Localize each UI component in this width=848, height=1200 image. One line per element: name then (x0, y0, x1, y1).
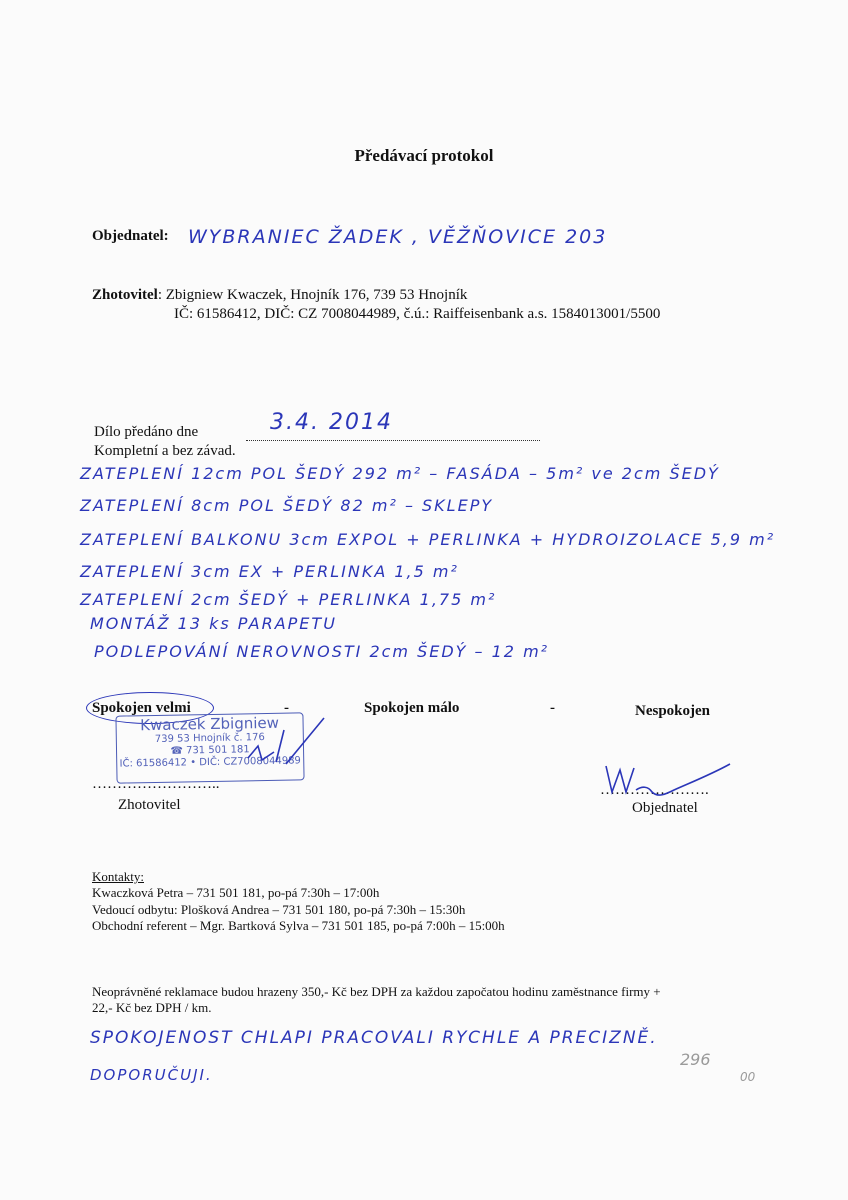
contractor-signature-line: …………………….. (92, 776, 220, 792)
customer-comment-line1: SPOKOJENOST CHLAPI PRACOVALI RYCHLE A PRECIZNĚ. (90, 1028, 658, 1048)
contractor-signature (240, 712, 330, 782)
handover-date-line (246, 440, 540, 441)
customer-value: WYBRANIEC ŽADEK , VĚŽŇOVICE 203 (188, 226, 608, 248)
customer-comment-line2: DOPORUČUJI. (90, 1066, 213, 1084)
complaint-notice-line1: Neoprávněné reklamace budou hrazeny 350,- Kč bez DPH za každou započatou hodinu zaměstnance firmy + (92, 984, 661, 999)
customer-signature-line: …………………. (600, 782, 709, 798)
customer-signature (596, 756, 736, 802)
separator: - (284, 700, 289, 716)
list-item: ZATEPLENÍ 12cm POL ŠEDÝ 292 m² – FASÁDA – 5m² ve 2cm ŠEDÝ (80, 464, 720, 483)
list-item: ZATEPLENÍ BALKONU 3cm EXPOL + PERLINKA + HYDROIZOLACE 5,9 m² (80, 530, 776, 549)
contact-line: Kwaczková Petra – 731 501 181, po-pá 7:30h – 17:00h (92, 885, 380, 900)
complaint-notice-line2: 22,- Kč bez DPH / km. (92, 1000, 212, 1015)
contact-line: Vedoucí odbytu: Plošková Andrea – 731 501 180, po-pá 7:30h – 15:30h (92, 902, 466, 917)
list-item: ZATEPLENÍ 8cm POL ŠEDÝ 82 m² – SKLEPY (80, 496, 494, 515)
list-item: MONTÁŽ 13 ks PARAPETU (90, 614, 337, 633)
stamp-ids: IČ: 61586412 • DIČ: CZ7008044989 (119, 755, 301, 770)
document-title: Předávací protokol (354, 146, 494, 165)
contact-line: Obchodní referent – Mgr. Bartková Sylva – 731 501 185, po-pá 7:00h – 15:00h (92, 918, 505, 933)
stamp-address: 739 53 Hnojník č. 176 (154, 732, 265, 745)
separator: - (550, 700, 555, 716)
margin-note: 296 (680, 1050, 711, 1069)
stamp-phone: ☎ 731 501 181 (170, 744, 250, 757)
contacts-heading: Kontakty: (92, 869, 144, 884)
list-item: ZATEPLENÍ 2cm ŠEDÝ + PERLINKA 1,75 m² (80, 590, 497, 609)
handover-label: Dílo předáno dne (94, 424, 199, 440)
contractor-ids: IČ: 61586412, DIČ: CZ 7008044989, č.ú.: Raiffeisenbank a.s. 1584013001/5500 (174, 306, 661, 322)
satisfaction-none: Nespokojen (635, 703, 711, 719)
list-item: PODLEPOVÁNÍ NEROVNOSTI 2cm ŠEDÝ – 12 m² (94, 642, 550, 661)
handover-status: Kompletní a bez závad. (94, 443, 236, 459)
customer-label: Objednatel: (92, 228, 169, 244)
satisfaction-very: Spokojen velmi (92, 700, 191, 716)
contractor-label: Zhotovitel (92, 287, 158, 303)
contractor-signature-label: Zhotovitel (118, 797, 181, 813)
satisfaction-little: Spokojen málo (364, 700, 460, 716)
contractor-line1 (92, 287, 467, 304)
customer-signature-label: Objednatel (632, 800, 698, 816)
handover-date: 3.4. 2014 (270, 410, 393, 435)
list-item: ZATEPLENÍ 3cm EX + PERLINKA 1,5 m² (80, 562, 459, 581)
margin-note-2: 00 (740, 1070, 756, 1084)
stamp-name: Kwaczek Zbigniew (140, 713, 280, 735)
contractor-address: : Zbigniew Kwaczek, Hnojník 176, 739 53 Hnojník (157, 287, 468, 303)
